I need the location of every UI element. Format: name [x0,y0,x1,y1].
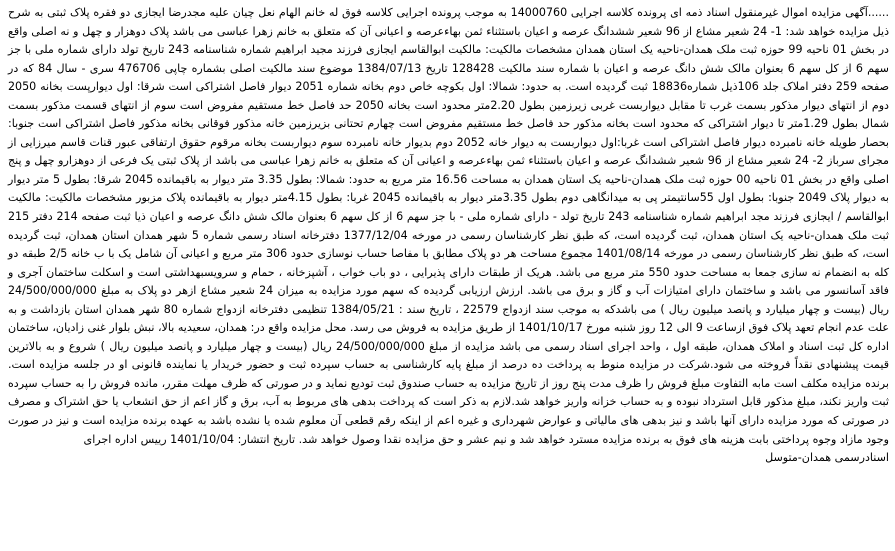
auction-notice-text [8,4,889,449]
notice-signature: اسنادرسمی همدان-متوسل [765,451,889,465]
notice-body: ......آگهی مزایده اموال غیرمنقول اسناد ذمه ای پرونده کلاسه اجرایی 14000760 به موجب پرونده اجرایی کلاسه فوق له خانم الهام نعل چیان علیه مجدرضا ایجازی دو فقره پلاک ثبتی به شرح ذیل مزایده خواهد شد: 1- 24 شعیر مشاع از 96 شعیر ششدانگ عرصه و اعیان باستثناء ثمن بهاءعرصه و اعیانی آن که متعلق به خانم زهرا عباسی می باشد پلاک دوهزار و چهل و نه اصلی واقع در بخش 01 ناحیه 99 حوزه ثبت ملک همدان-ناحیه یک استان همدان مشخصات مالکیت: مالکیت ابوالقاسم ایجازی فرزند مجید ابراهیم شماره شناسنامه 243 تاریخ تولد دارای شماره ملی با جز سهم 6 از کل سهم 6 بعنوان مالک شش دانگ عرصه و اعیان با شماره سند مالکیت 128428 تاریخ 1384/07/13 موضوع سند مالکیت اصلی بشماره چاپی 476706 سری - سال 84 که در صفحه 259 دفتر املاک جلد 106ذیل شماره18836 ثبت گردیده است. به حدود: شمالا: اول بکوچه خاص دوم بخانه شماره 2051 دیوار فاصل اشتراکی است شرقا: اول دیوارپست بخانه 2050 دوم از انتهای دیوار مذکور بسمت غرب تا مقابل دیواربست غربی زیرزمین بطول 2.20متر محدود است بخانه 2050 حد فاصل خط مستقیم مفروض است سوم از انتهای قسمت مذکور بسمت شمال بطول 1.29متر تا دیوار اشتراکی که محدود است بخانه مذکور حد فاصل خط مستقیم مفروض است چهارم تحتانی بزیرزمین خانه مذکور فوقانی بخانه مذکور فاصل اشتراکی است جنوبا: بحصار طویله خانه نامبرده دیوار فاصل اشتراکی است غربا:اول دیواربست به دیوار خانه 2052 دوم بدیوار خانه نامبرده سوم دیواربست بخانه مرقوم حقوق ارتفاقی عبور قنات قاسم میرزایی از مجرای سرباز 2- 24 شعیر مشاع از 96 شعیر ششدانگ عرصه و اعیان باستثناء ثمن بهاءعرصه و اعیانی آن که متعلق به خانم زهرا عباسی می باشد از پلاک ثبتی یک فرعی از دوهزارو چهل و پنج اصلی واقع در بخش 01 ناحیه 00 حوزه ثبت ملک همدان-ناحیه یک استان همدان به مساحت 16.56 متر مربع به حدود: شمالا: بطول 3.35 متر دیوار به باقیمانده 2045 شرقا: بطول 5 متر دیوار به دیوار پلاک 2049 جنوبا: بطول اول 55سانتیمتر پی به میدانگاهی دوم بطول 3.35متر دیوار به باقیمانده 2045 غربا: بطول 4.15متر دیوار به باقیمانده پلاک مزبور مشخصات مالکیت: مالکیت ابوالقاسم / ایجازی فرزند مجد ابراهیم شماره شناسنامه 243 تاریخ تولد - دارای شماره ملی - با جز سهم 6 از کل سهم 6 بعنوان مالک شش دانگ عرصه و اعیان ذیا ثبت صفحه 214 دفتر 215 ثبت ملک همدان-ناحیه یک استان همدان، ثبت گردیده است، که طبق نظر کارشناسان رسمی در مورخه 1377/12/04 دفترخانه اسناد رسمی شماره 5 شهر همدان استان همدان، ثبت گردیده است، که طبق نظر کارشناسان رسمی در مورخه 1401/08/14 مجموع مساحت هر دو پلاک مطابق با مفاصا حساب نوسازی حدود 306 متر مربع و اعیانی آن شامل یک با ب خانه 2/5 طبقه دو کله به انضمام نه سازی جمعا به مساحت حدود 550 متر مربع می باشد. هریک از طبقات دارای پذیرایی ، دو باب خواب ، آشپزخانه ، حمام و سرویسبهداشتی است و اسکلت ساختمان آجری و فاقد آسانسور می باشد و ساختمان دارای امتیازات آب و گاز و برق می باشد. ارزش ارزیابی گردیده که سهم مورد مزایده به میزان 24 شعیر مشاع ازهر دو پلاک به مبلغ 24/500/000/000 ریال (بیست و چهار میلیارد و پانصد میلیون ریال ) می باشدکه به موجب سند ازدواج 22579 ، تاریخ سند : 1384/05/21 تنظیمی دفترخانه ازدواج شماره 80 شهر همدان استان بازداشت و به علت عدم انجام تعهد پلاک فوق ازساعت 9 الی 12 روز شنبه مورخ 1401/10/17 از طریق مزایده به فروش می رسد. محل مزایده واقع در: همدان، سعیدیه بالا، نبش بلوار غنی زادیان، ساختمان اداره کل ثبت اسناد و املاک همدان، طبقه اول ، واحد اجرای اسناد رسمی می باشد مزایده از مبلغ 24/500/000/000 ریال (بیست و چهار میلیارد و پانصد میلیون ریال ) شروع و به بالاترین قیمت پیشنهادی نقداً فروخته می شود.شرکت در مزایده منوط به پرداخت ده درصد از مبلغ پایه کارشناسی به حساب سپرده ثبت و حضور خریدار یا نماینده قانونی او در جلسه مزایده است. برنده مزایده مکلف است مابه التفاوت مبلغ فروش را ظرف مدت پنج روز از تاریخ مزایده به حساب صندوق ثبت تودیع نماید و در صورتی که ظرف مهلت مقرر، مانده فروش را به حساب سپرده ثبت واریز نکند، مبلغ مذکور قابل استرداد نبوده و به حساب خزانه واریز خواهد شد.لازم به ذکر است که پرداخت بدهی های مربوط به آب، برق و گاز اعم از حق انشعاب یا حق اشتراک و مصرف در صورتی که مورد مزایده دارای آنها باشد و نیز بدهی های مالیاتی و عوارض شهرداری و غیره اعم از اینکه رقم قطعی آن معلوم شده یا نشده باشد به عهده برنده مزایده است و نیز در صورت وجود مازاد وجوه پرداختی بابت هزینه های فوق به برنده مزایده مسترد خواهد شد و نیم عشر و حق مزایده نقدا وصول خواهد شد. تاریخ انتشار: 1401/10/04 رییس اداره اجرای [8,6,890,446]
